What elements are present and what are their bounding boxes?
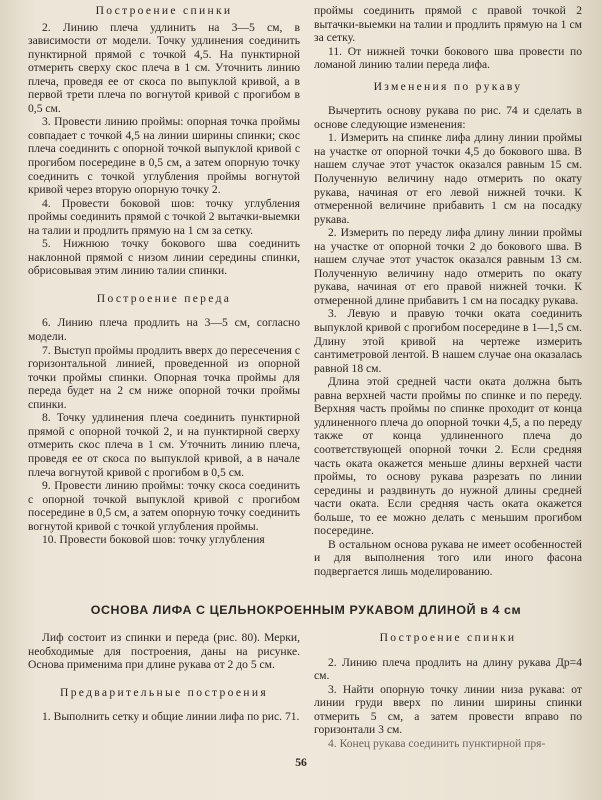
paragraph: В остальном основа рукава не имеет особенностей и для выполнения того или иного фасона подвергается лишь моделированию. — [314, 537, 582, 578]
left-column — [28, 4, 300, 547]
paragraph: 2. Линию плеча удлинить на 3—5 см, в зависимости от модели. Точку удлинения соединить пунктирной прямой с точкой 4,5. На пунктирной отмерить сверху скос плеча в 1 см. Уточнить линию плеча, проведя ее от скоса по выпуклой кривой, а в первой трети плеча по вогнутой кривой с прогибом в 0,5 см. — [28, 20, 300, 115]
section-title-sleeve-changes: Изменения по рукаву — [373, 79, 523, 93]
paragraph: 3. Найти опорную точку линии низа рукава: от линии груди вверх по линии ширины спинки отмерить 5 см, а затем провести вправо по горизонтали 3 см. — [314, 682, 582, 737]
paragraph: 4. Конец рукава соединить пунктирной пря- — [328, 736, 546, 750]
right-column — [314, 4, 582, 578]
section-title-preliminary: Предварительные построения — [60, 685, 268, 699]
page-number: 56 — [295, 756, 307, 769]
paragraph: 1. Выполнить сетку и общие линии лифа по рис. 71. — [42, 710, 300, 724]
section-title-back: Построение спинки — [95, 4, 233, 17]
paragraph-continuation: проймы соединить прямой с правой точкой 2 вытачки-выемки на талии и продлить прямую на 1 см за сетку. — [314, 4, 582, 45]
paragraph: 5. Нижнюю точку бокового шва соединить наклонной прямой с низом линии середины спинки, обрисовывая этим линию талии спинки. — [28, 237, 300, 278]
paragraph: Вычертить основу рукава по рис. 74 и сделать в основе следующие изменения: — [314, 104, 582, 131]
paragraph: Длина этой средней части оката должна быть равна верхней части проймы по спинке и по переду. Верхняя часть проймы по спинке проходит от конца удлиненного плеча до опорной точки 4,5, а по переду также от конца удлиненного плеча до соответствующей опорной точки 2. Если средняя часть оката окажется меньше длины верхней части проймы, то основу рукава разрезать по линии середины и раздвинуть до нужной длины средней части оката. Если средняя часть оката окажется больше, то ее можно делать с меньшим прогибом посередине. — [314, 375, 582, 538]
paragraph: 3. Левую и правую точки оката соединить выпуклой кривой с прогибом посередине в 1—1,5 см. Длину этой кривой на чертеже измерить сантиметровой лентой. В нашем случае она оказалась равной 18 см. — [314, 307, 582, 375]
paragraph: 8. Точку удлинения плеча соединить пунктирной прямой с опорной точкой 2, и на пунктирной сверху отмерить скос плеча в 1 см. Уточнить линию плеча, проведя ее от скоса по выпуклой кривой, а в начале плеча вогнутой кривой с прогибом в 0,5 см. — [28, 411, 300, 479]
paragraph: 6. Линию плеча продлить на 3—5 см, согласно модели. — [28, 316, 300, 344]
paragraph: 11. От нижней точки бокового шва провести по ломаной линию талии переда лифа. — [314, 44, 582, 72]
main-heading: ОСНОВА ЛИФА С ЦЕЛЬНОКРОЕННЫМ РУКАВОМ ДЛИНОЙ в 4 см — [90, 603, 522, 617]
paragraph: 7. Выступ проймы продлить вверх до пересечения с горизонтальной линией, проведенной из опорной точки проймы спинки. Опорная точка проймы для переда будет на 2 см ниже опорной точки проймы спинки. — [28, 343, 300, 411]
paragraph: 2. Измерить по переду лифа длину линии проймы на участке от опорной точки 2 до бокового шва. В нашем случае этот участок оказался равным 13 см. Полученную величину надо отмерить по окату рукава, начиная от его правой нижней точки. К отмеренной длине прибавить 1 см на посадку рукава. — [314, 226, 582, 307]
bottom-left-column — [28, 631, 300, 724]
paragraph: 2. Линию плеча продлить на длину рукава Др=4 см. — [314, 655, 582, 683]
section-title-front: Построение переда — [96, 291, 232, 305]
paragraph: 10. Провести боковой шов: точку углубления — [42, 533, 265, 547]
bottom-right-column — [314, 631, 582, 750]
paragraph: 3. Провести линию проймы: опорная точка проймы совпадает с точкой 4,5 на линии ширины спинки; скос плеча соединить с опорной точкой выпуклой кривой с прогибом посередине в 0,5 см, а затем опорную точку соединить с точкой углубления проймы вогнутой кривой через вторую опорную точку 2. — [28, 115, 300, 197]
paragraph: Лиф состоит из спинки и переда (рис. 80). Мерки, необходимые для построения, даны на рисунке. Основа применима при длине рукава от 2 до 5 см. — [28, 631, 300, 672]
paragraph: 1. Измерить на спинке лифа длину линии проймы на участке от опорной точки 4,5 до бокового шва. В нашем случае этот участок оказался равным 15 см. Полученную величину надо отмерить по окату рукава, начиная от его левой нижней точки. К отмеренной величине прибавить 1 см на посадку рукава. — [314, 131, 582, 226]
paragraph: 4. Провести боковой шов: точку углубления проймы соединить прямой с точкой 2 вытачки-выемки на талии и продлить прямую на 1 см за сетку. — [28, 196, 300, 237]
section-title-back-2: Построение спинки — [379, 631, 517, 644]
paragraph: 9. Провести линию проймы: точку скоса соединить с опорной точкой выпуклой кривой с прогибом посередине в 0,5 см, а затем опорную точку соединить вогнутой кривой с точкой углубления проймы. — [28, 479, 300, 533]
